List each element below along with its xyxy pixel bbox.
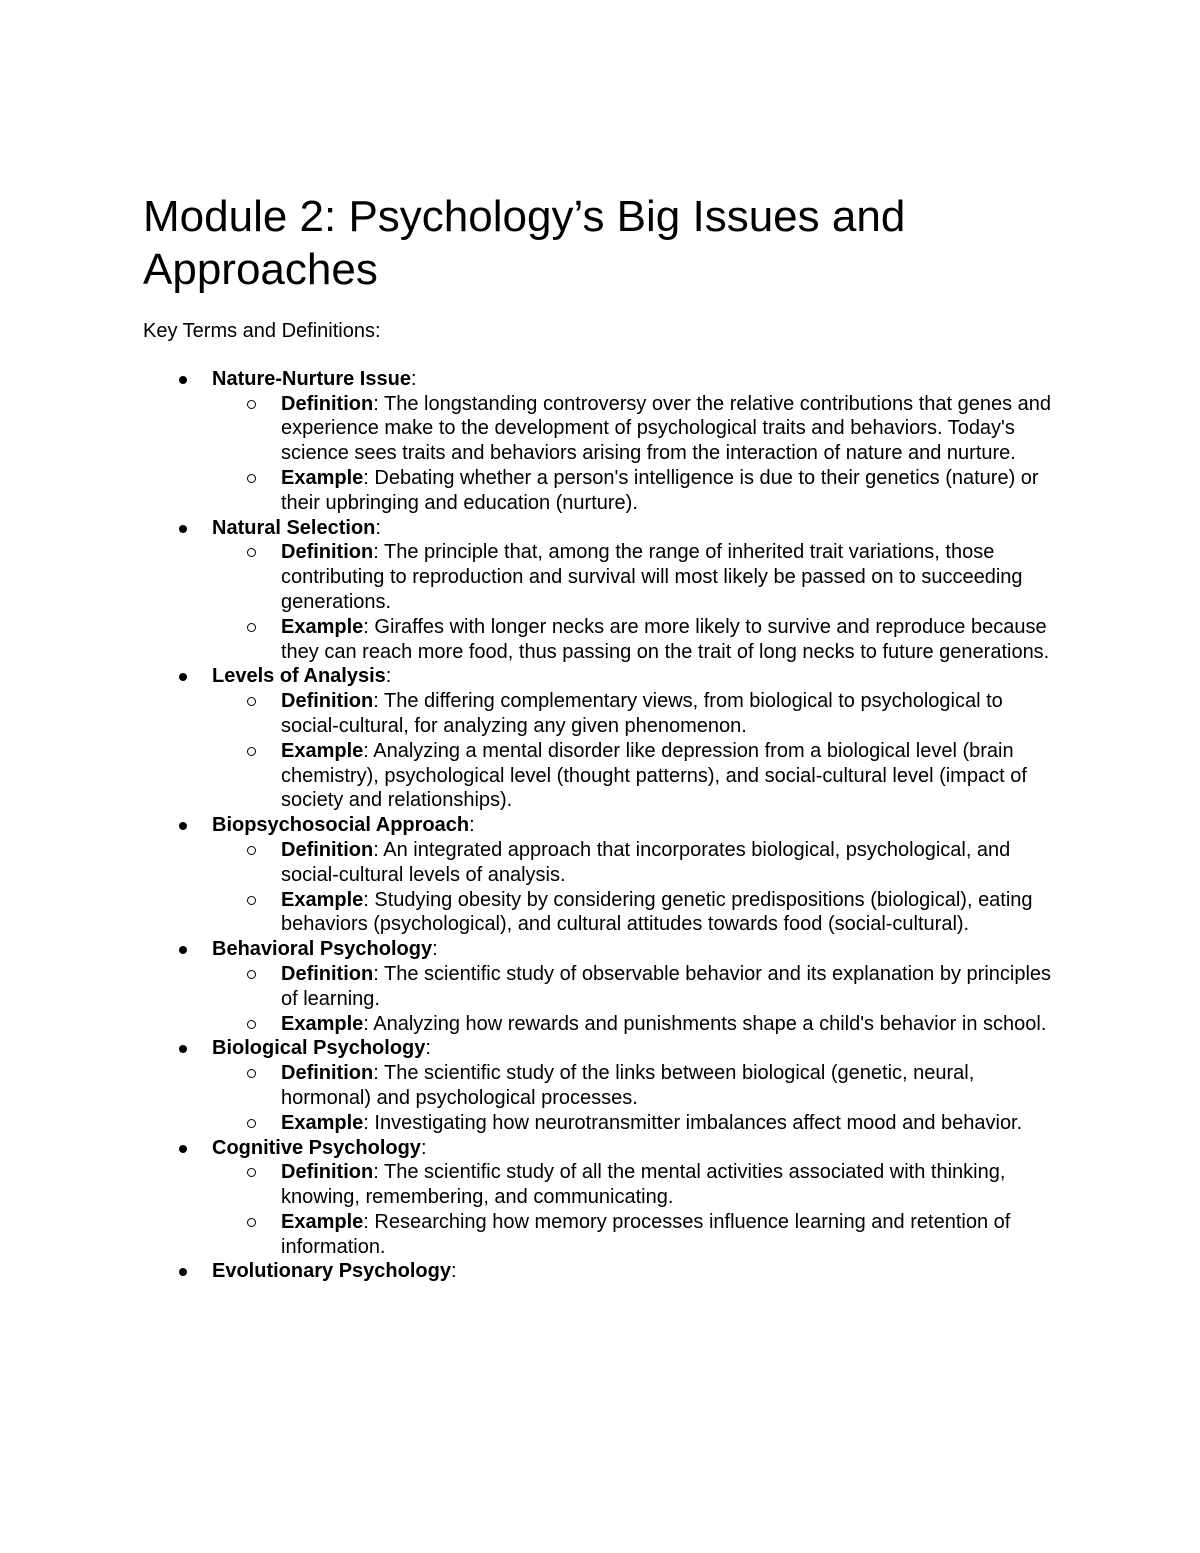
- bullet-icon: [179, 946, 187, 954]
- definition-item: Definition: The principle that, among the range of inherited trait variations, those contributing to reproduction and survival will most likely be passed on to succeeding generations.: [210, 540, 1063, 614]
- definition-label: Definition: [281, 1161, 374, 1184]
- term-name: Behavioral Psychology: [212, 938, 433, 961]
- definition-label: Definition: [281, 392, 374, 415]
- example-label: Example: [281, 615, 364, 638]
- document-page: [143, 190, 1063, 1284]
- definition-text: The scientific study of observable behavior and its explanation by principles of learning.: [281, 962, 1052, 1010]
- definition-text: An integrated approach that incorporates biological, psychological, and social-cultural levels of analysis.: [281, 838, 1011, 886]
- definition-text: The scientific study of the links between biological (genetic, neural, hormonal) and psychological processes.: [281, 1062, 975, 1109]
- example-text: Giraffes with longer necks are more likely to survive and reproduce because they can reach more food, thus passing on the trait of long necks to future generations.: [281, 615, 1050, 663]
- page-title: Module 2: Psychology’s Big Issues and Approaches: [143, 192, 906, 294]
- bullet-icon: [179, 376, 187, 384]
- circle-bullet-icon: [247, 1069, 256, 1078]
- example-label: Example: [281, 739, 364, 762]
- example-item: Example: Giraffes with longer necks are more likely to survive and reproduce because they can reach more food, thus passing on the trait of long necks to future generations.: [210, 615, 1063, 665]
- term-details: [212, 689, 1063, 813]
- circle-bullet-icon: [247, 1218, 256, 1227]
- example-label: Example: [281, 466, 364, 489]
- term-item: Behavioral Psychology: Definition: The scientific study of observable behavior and its explanation by principles of learning. Example: Analyzing how rewards and punishments shape a child's behavior in school.: [143, 937, 1063, 1036]
- circle-bullet-icon: [247, 747, 256, 756]
- definition-text: The principle that, among the range of inherited trait variations, those contributing to reproduction and survival will most likely be passed on to succeeding generations.: [281, 541, 1023, 613]
- example-label: Example: [281, 1111, 364, 1134]
- example-item: Example: Studying obesity by considering genetic predispositions (biological), eating behaviors (psychological), and cultural attitudes towards food (social-cultural).: [210, 888, 1063, 938]
- definition-text: The scientific study of all the mental activities associated with thinking, knowing, remembering, and communicating.: [281, 1161, 1006, 1209]
- term-item: Levels of Analysis: Definition: The differing complementary views, from biological to psychological to social-cultural, for analyzing any given phenomenon. Example: Analyzing a mental disorder like depression from a biological level (brain chemistry), psychological level (thought patterns), and social-cultural level (impact of society and relationships).: [143, 664, 1063, 813]
- bullet-icon: [179, 822, 187, 830]
- circle-bullet-icon: [247, 548, 256, 557]
- circle-bullet-icon: [247, 474, 256, 483]
- term-details: [212, 540, 1063, 664]
- term-details: [212, 392, 1063, 516]
- term-item: Natural Selection: Definition: The principle that, among the range of inherited trait variations, those contributing to reproduction and survival will most likely be passed on to succeeding generations. Example: Giraffes with longer necks are more likely to survive and reproduce because they can reach more food, thus passing on the trait of long necks to future generations.: [143, 516, 1063, 665]
- bullet-icon: [179, 1045, 187, 1053]
- term-name: Evolutionary Psychology: [212, 1260, 451, 1283]
- definition-item: Definition: An integrated approach that incorporates biological, psychological, and social-cultural levels of analysis.: [210, 838, 1063, 888]
- definition-label: Definition: [281, 1062, 374, 1085]
- example-item: Example: Analyzing a mental disorder like depression from a biological level (brain chemistry), psychological level (thought patterns), and social-cultural level (impact of society and relationships).: [210, 739, 1063, 813]
- example-text: Investigating how neurotransmitter imbalances affect mood and behavior.: [374, 1111, 1023, 1134]
- example-item: Example: Analyzing how rewards and punishments shape a child's behavior in school.: [210, 1012, 1063, 1037]
- definition-item: Definition: The scientific study of observable behavior and its explanation by principles of learning.: [210, 962, 1063, 1012]
- term-name: Cognitive Psychology: [212, 1136, 421, 1159]
- example-item: Example: Investigating how neurotransmitter imbalances affect mood and behavior.: [210, 1111, 1063, 1136]
- term-details: [212, 838, 1063, 937]
- term-name: Levels of Analysis: [212, 665, 386, 688]
- definition-text: The differing complementary views, from biological to psychological to social-cultural, for analyzing any given phenomenon.: [281, 690, 1003, 737]
- term-item: Evolutionary Psychology:: [143, 1259, 1063, 1284]
- definition-item: Definition: The scientific study of all the mental activities associated with thinking, knowing, remembering, and communicating.: [210, 1160, 1063, 1210]
- circle-bullet-icon: [247, 1119, 256, 1128]
- term-item: Nature-Nurture Issue: Definition: The longstanding controversy over the relative contributions that genes and experience make to the development of psychological traits and behaviors. Today's science sees traits and behaviors arising from the interaction of nature and nurture. Example: Debating whether a person's intelligence is due to their genetics (nature) or their upbringing and education (nurture).: [143, 367, 1063, 516]
- circle-bullet-icon: [247, 846, 256, 855]
- definition-label: Definition: [281, 838, 374, 861]
- circle-bullet-icon: [247, 970, 256, 979]
- term-item: Cognitive Psychology: Definition: The scientific study of all the mental activities associated with thinking, knowing, remembering, and communicating. Example: Researching how memory processes influence learning and retention of information.: [143, 1136, 1063, 1260]
- term-name: Biological Psychology: [212, 1037, 426, 1060]
- term-details: [212, 1061, 1063, 1135]
- example-text: Analyzing how rewards and punishments shape a child's behavior in school.: [373, 1012, 1047, 1035]
- bullet-icon: [179, 1145, 187, 1153]
- term-item: Biopsychosocial Approach: Definition: An integrated approach that incorporates biological, psychological, and social-cultural levels of analysis. Example: Studying obesity by considering genetic predispositions (biological), eating behaviors (psychological), and cultural attitudes towards food (social-cultural).: [143, 813, 1063, 937]
- bullet-icon: [179, 1268, 187, 1276]
- circle-bullet-icon: [247, 400, 256, 409]
- example-item: Example: Researching how memory processes influence learning and retention of information.: [210, 1210, 1063, 1260]
- definition-label: Definition: [281, 541, 374, 564]
- definition-item: Definition: The differing complementary views, from biological to psychological to social-cultural, for analyzing any given phenomenon.: [210, 689, 1063, 739]
- definition-text: The longstanding controversy over the relative contributions that genes and experience make to the development of psychological traits and behaviors. Today's science sees traits and behaviors arising from the interaction of nature and nurture.: [281, 392, 1052, 465]
- bullet-icon: [179, 525, 187, 533]
- term-item: Biological Psychology: Definition: The scientific study of the links between biological (genetic, neural, hormonal) and psychological processes. Example: Investigating how neurotransmitter imbalances affect mood and behavior.: [143, 1036, 1063, 1135]
- term-details: [212, 1160, 1063, 1259]
- definition-label: Definition: [281, 962, 374, 985]
- circle-bullet-icon: [247, 623, 256, 632]
- example-item: Example: Debating whether a person's intelligence is due to their genetics (nature) or their upbringing and education (nurture).: [210, 466, 1063, 516]
- definition-item: Definition: The scientific study of the links between biological (genetic, neural, hormonal) and psychological processes.: [210, 1061, 1063, 1111]
- example-label: Example: [281, 888, 364, 911]
- example-label: Example: [281, 1210, 364, 1233]
- term-name: Nature-Nurture Issue: [212, 367, 411, 390]
- term-name: Natural Selection: [212, 516, 376, 539]
- bullet-icon: [179, 673, 187, 681]
- example-text: Analyzing a mental disorder like depression from a biological level (brain chemistry), psychological level (thought patterns), and social-cultural level (impact of society and relationships).: [281, 739, 1027, 812]
- circle-bullet-icon: [247, 1020, 256, 1029]
- circle-bullet-icon: [247, 1168, 256, 1177]
- example-text: Studying obesity by considering genetic predispositions (biological), eating behaviors (psychological), and cultural attitudes towards food (social-cultural).: [281, 888, 1033, 936]
- terms-list: [143, 367, 1063, 1284]
- term-name: Biopsychosocial Approach: [212, 814, 470, 837]
- example-text: Debating whether a person's intelligence is due to their genetics (nature) or their upbringing and education (nurture).: [281, 466, 1039, 514]
- circle-bullet-icon: [247, 896, 256, 905]
- intro-text: Key Terms and Definitions:: [143, 320, 381, 342]
- example-text: Researching how memory processes influence learning and retention of information.: [281, 1210, 1011, 1258]
- term-details: [212, 962, 1063, 1036]
- example-label: Example: [281, 1012, 364, 1035]
- definition-label: Definition: [281, 690, 374, 713]
- circle-bullet-icon: [247, 697, 256, 706]
- definition-item: Definition: The longstanding controversy over the relative contributions that genes and experience make to the development of psychological traits and behaviors. Today's science sees traits and behaviors arising from the interaction of nature and nurture.: [210, 392, 1063, 466]
